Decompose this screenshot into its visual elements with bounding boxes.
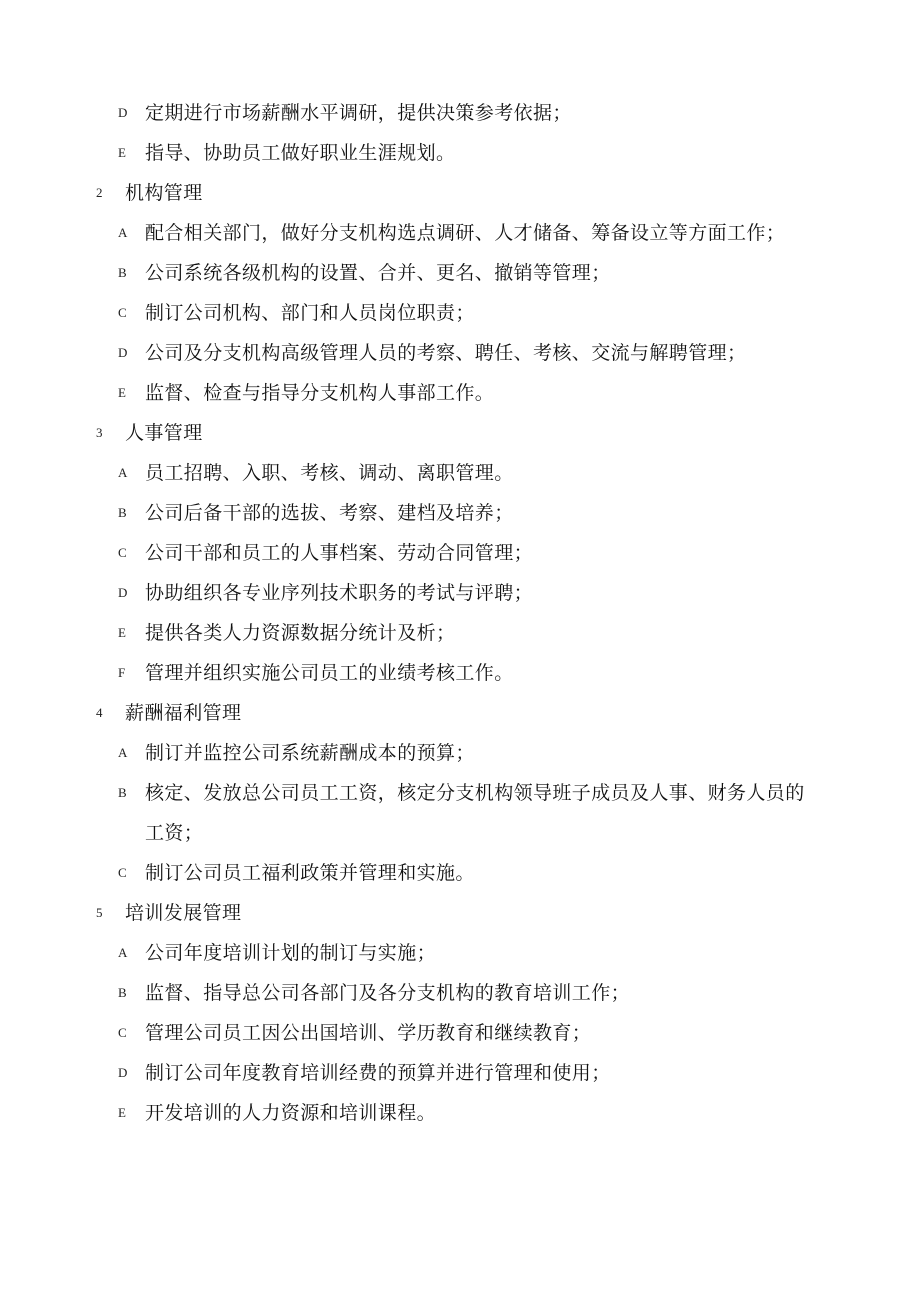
item-text: 定期进行市场薪酬水平调研，提供决策参考依据； [145,102,572,124]
section-heading [0,413,920,453]
item-text: 制订公司员工福利政策并管理和实施。 [145,862,475,884]
item-marker: C [118,865,127,880]
item-text: 制订并监控公司系统薪酬成本的预算； [145,742,475,764]
list-item [0,533,920,573]
list-item [0,293,920,333]
document-body [0,93,920,1133]
item-text: 公司后备干部的选拔、考察、建档及培养； [145,502,514,524]
item-marker: B [118,265,127,280]
list-item [0,1013,920,1053]
item-text: 管理公司员工因公出国培训、学历教育和继续教育； [145,1022,592,1044]
item-text: 监督、检查与指导分支机构人事部工作。 [145,382,495,404]
list-item [0,213,920,253]
section-title: 机构管理 [125,182,203,204]
item-text: 监督、指导总公司各部门及各分支机构的教育培训工作； [145,982,631,1004]
list-item [0,493,920,533]
item-marker: C [118,1025,127,1040]
item-marker: F [118,665,126,680]
list-item [0,333,920,373]
list-item [0,573,920,613]
list-item [0,653,920,693]
item-marker: D [118,105,128,120]
item-marker: E [118,625,126,640]
list-item [0,453,920,493]
item-marker: C [118,545,127,560]
item-marker: E [118,1105,126,1120]
item-text: 公司系统各级机构的设置、合并、更名、撤销等管理； [145,262,611,284]
item-marker: A [118,945,128,960]
item-marker: A [118,465,128,480]
section-heading [0,173,920,213]
section-number: 5 [96,905,103,920]
item-text: 管理并组织实施公司员工的业绩考核工作。 [145,662,514,684]
item-marker: D [118,1065,128,1080]
item-text: 指导、协助员工做好职业生涯规划。 [145,142,456,164]
section-title: 人事管理 [125,422,203,444]
list-item [0,1093,920,1133]
list-item [0,773,920,853]
item-marker: A [118,225,128,240]
section-number: 3 [96,425,103,440]
list-item [0,853,920,893]
section-heading [0,893,920,933]
item-marker: A [118,745,128,760]
item-marker: E [118,385,126,400]
list-item [0,933,920,973]
item-marker: D [118,345,128,360]
section-number: 4 [96,705,103,720]
item-marker: B [118,985,127,1000]
item-text: 公司年度培训计划的制订与实施； [145,942,437,964]
item-marker: B [118,505,127,520]
item-text: 制订公司年度教育培训经费的预算并进行管理和使用； [145,1062,611,1084]
item-text: 提供各类人力资源数据分统计及析； [145,622,456,644]
section-number: 2 [96,185,103,200]
list-item [0,93,920,133]
list-item [0,253,920,293]
section-title: 培训发展管理 [125,902,242,924]
section-heading [0,693,920,733]
list-item [0,613,920,653]
item-text: 核定、发放总公司员工工资，核定分支机构领导班子成员及人事、财务人员的工资； [145,782,805,844]
item-text: 制订公司机构、部门和人员岗位职责； [145,302,475,324]
list-item [0,973,920,1013]
item-text: 员工招聘、入职、考核、调动、离职管理。 [145,462,514,484]
section-title: 薪酬福利管理 [125,702,242,724]
item-text: 配合相关部门，做好分支机构选点调研、人才储备、筹备设立等方面工作； [145,222,786,244]
item-text: 公司及分支机构高级管理人员的考察、聘任、考核、交流与解聘管理； [145,342,747,364]
list-item [0,373,920,413]
list-item [0,1053,920,1093]
item-marker: E [118,145,126,160]
item-text: 公司干部和员工的人事档案、劳动合同管理； [145,542,534,564]
item-text: 开发培训的人力资源和培训课程。 [145,1102,437,1124]
item-text: 协助组织各专业序列技术职务的考试与评聘； [145,582,534,604]
list-item [0,133,920,173]
item-marker: B [118,785,127,800]
list-item [0,733,920,773]
item-marker: D [118,585,128,600]
item-marker: C [118,305,127,320]
